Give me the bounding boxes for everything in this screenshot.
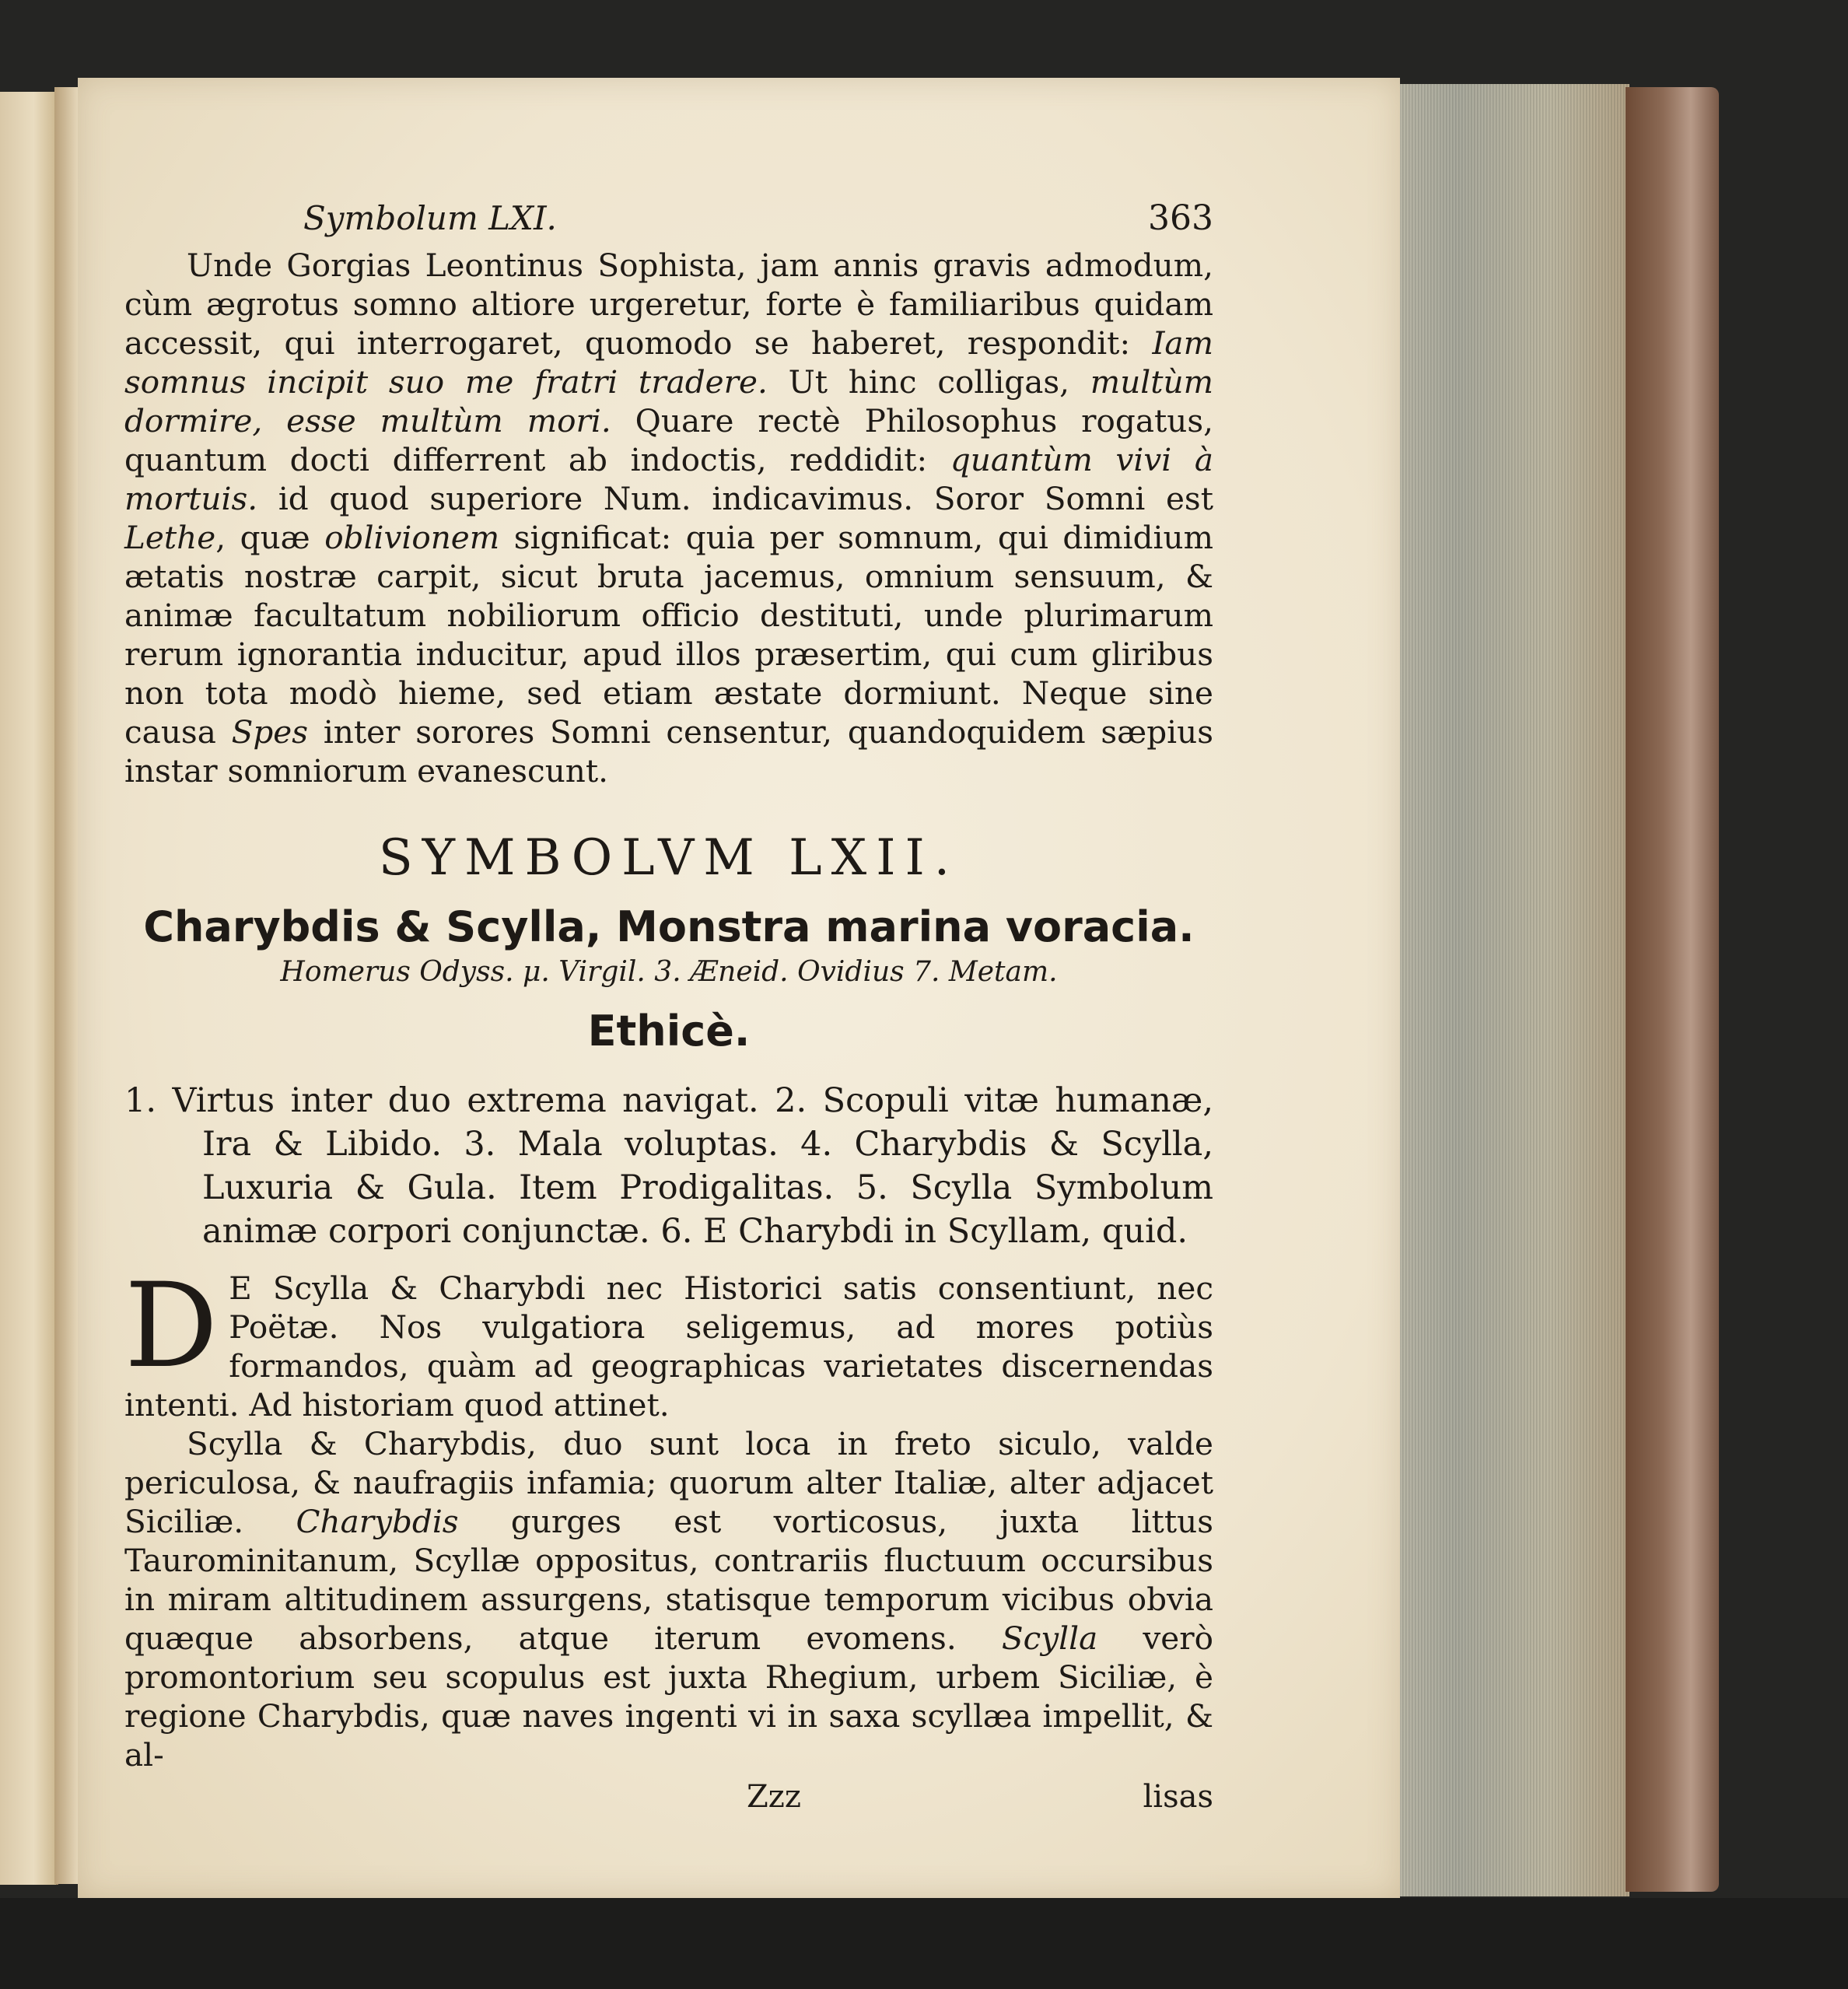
paragraph-scylla-intro: D E Scylla & Charybdi nec Historici satis consentiunt, nec Poëtæ. Nos vulgatiora seligemus, ad mores potiùs formandos, quàm ad geographicas varietates discernendas intenti. Ad historiam quod attinet. bbox=[124, 1259, 1213, 1423]
page-footer bbox=[124, 1779, 1213, 1815]
left-page-edge bbox=[0, 92, 58, 1885]
running-head bbox=[124, 198, 1213, 238]
catchword: lisas bbox=[1143, 1779, 1213, 1815]
book-cover-bottom bbox=[0, 1898, 1848, 1989]
signature-mark: Zzz bbox=[747, 1779, 801, 1815]
drop-cap: D bbox=[124, 1259, 219, 1394]
running-head-title: Symbolum LXI. bbox=[303, 199, 557, 237]
section-title: SYMBOLVM LXII. bbox=[378, 829, 960, 887]
summary-list: 1. Virtus inter duo extrema navigat. 2. Scopuli vitæ humanæ, Ira & Libido. 3. Mala voluptas. 4. Charybdis & Scylla, Luxuria & Gula. Item Prodigalitas. 5. Scylla Symbolum animæ corpori conjunctæ. 6. E Charybdi in Scyllam, quid. bbox=[124, 1081, 1213, 1251]
paragraph-gorgias: Unde Gorgias Leontinus Sophista, jam annis gravis admodum, cùm ægrotus somno altiore urgeretur, forte è familiaribus quidam accessit, qui interrogaret, quomodo se haberet, respondit: Iam somnus incipit suo me fratri tradere. Ut hinc colligas, multùm dormire, esse multùm mori. Quare rectè Philosophus rogatus, quantum docti differrent ab indoctis, reddidit: quantùm vivi à mortuis. id quod superiore Num. indicavimus. Soror Somni est Lethe, quæ oblivionem significat: quia per somnum, qui dimidium ætatis nostræ carpit, sicut bruta jacemus, omnium sensuum, & animæ facultatum nobiliorum officio destituti, unde plurimarum rerum ignorantia inducitur, apud illos præsertim, qui cum gliribus non tota modò hieme, sed etiam æstate dormiunt. Neque sine causa Spes inter sorores Somni censentur, quandoquidem sæpius instar somniorum evanescunt. bbox=[124, 247, 1214, 790]
page-text bbox=[124, 198, 1213, 1815]
book-cover-edge bbox=[1626, 87, 1719, 1892]
ethice-heading: Ethicè. bbox=[587, 1007, 751, 1056]
page-block-edge bbox=[1365, 84, 1629, 1896]
section-sources: Homerus Odyss. μ. Virgil. 3. Æneid. Ovidius 7. Metam. bbox=[280, 956, 1058, 988]
paragraph-scylla-charybdis: Scylla & Charybdis, duo sunt loca in freto siculo, valde periculosa, & naufragiis infamia; quorum alter Italiæ, alter adjacet Siciliæ. Charybdis gurges est vorticosus, juxta littus Taurominitanum, Scyllæ oppositus, contrariis fluctuum occursibus in miram altitudinem assurgens, statisque temporum vicibus obvia quæque absorbens, atque iterum evomens. Scylla verò promontorium seu scopulus est juxta Rhegium, urbem Siciliæ, è regione Charybdis, quæ naves ingenti vi in saxa scyllæa impellit, & al- bbox=[124, 1425, 1213, 1774]
section-subtitle: Charybdis & Scylla, Monstra marina voracia. bbox=[143, 902, 1195, 951]
page-number: 363 bbox=[1148, 198, 1213, 238]
